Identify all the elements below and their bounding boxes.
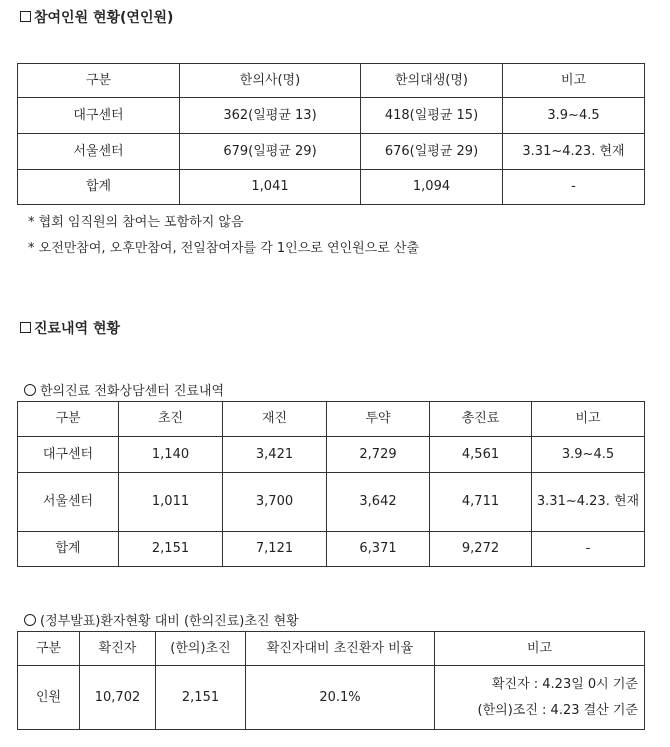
table-cell: 대구센터 <box>18 437 119 473</box>
circle-bullet-icon <box>24 384 36 396</box>
table-header-row <box>18 64 645 98</box>
remark-line: 확진자 : 4.23일 0시 기준 <box>491 676 638 692</box>
table-cell: 4,561 <box>430 437 532 473</box>
participants-table <box>17 63 645 205</box>
table-cell: 3,642 <box>327 473 430 532</box>
table-cell: 4,711 <box>430 473 532 532</box>
table-cell: 합계 <box>18 170 180 205</box>
header-cell: 한의사(명) <box>180 64 361 98</box>
table-row <box>18 437 645 473</box>
header-cell: 총진료 <box>430 402 532 437</box>
table-row <box>18 134 645 170</box>
section1-heading: 참여인원 현황(연인원) <box>20 7 173 27</box>
header-cell: 구분 <box>18 402 119 437</box>
table-cell: 676(일평균 29) <box>361 134 503 170</box>
table-cell: 대구센터 <box>18 98 180 134</box>
table-cell: - <box>503 170 645 205</box>
table-cell: 1,094 <box>361 170 503 205</box>
section3-subheading: (정부발표)환자현황 대비 (한의진료)초진 현황 <box>24 610 299 629</box>
header-cell: 투약 <box>327 402 430 437</box>
table-row <box>18 532 645 567</box>
header-cell: 한의대생(명) <box>361 64 503 98</box>
treatment-table <box>17 401 645 567</box>
table-row <box>18 98 645 134</box>
comparison-table <box>17 631 645 730</box>
remark-cell <box>435 666 645 730</box>
header-cell: (한의)초진 <box>156 632 246 666</box>
table-cell: 10,702 <box>80 666 156 730</box>
table-cell: 1,140 <box>119 437 223 473</box>
circle-bullet-icon <box>24 614 36 626</box>
header-cell: 재진 <box>223 402 327 437</box>
table-cell: 1,011 <box>119 473 223 532</box>
table-cell: 인원 <box>18 666 80 730</box>
header-cell: 구분 <box>18 632 80 666</box>
table-row <box>18 170 645 205</box>
header-cell: 확진자 <box>80 632 156 666</box>
header-cell: 비고 <box>503 64 645 98</box>
table-cell: - <box>532 532 645 567</box>
header-cell: 확진자대비 초진환자 비율 <box>246 632 435 666</box>
table-cell: 2,151 <box>119 532 223 567</box>
table-cell: 서울센터 <box>18 134 180 170</box>
footnote: * 협회 임직원의 참여는 포함하지 않음 <box>28 215 244 230</box>
section2-subheading: 한의진료 전화상담센터 진료내역 <box>24 380 224 399</box>
table-header-row <box>18 632 645 666</box>
table-cell: 418(일평균 15) <box>361 98 503 134</box>
header-cell: 초진 <box>119 402 223 437</box>
table-row <box>18 473 645 532</box>
table-cell: 3.9~4.5 <box>503 98 645 134</box>
table-cell: 3.31~4.23. 현재 <box>532 473 645 532</box>
table-cell: 6,371 <box>327 532 430 567</box>
table-cell: 2,151 <box>156 666 246 730</box>
table-cell: 20.1% <box>246 666 435 730</box>
table-cell: 1,041 <box>180 170 361 205</box>
header-cell: 구분 <box>18 64 180 98</box>
square-bullet-icon <box>20 322 31 333</box>
header-cell: 비고 <box>532 402 645 437</box>
table-cell: 679(일평균 29) <box>180 134 361 170</box>
table-cell: 서울센터 <box>18 473 119 532</box>
table-cell: 9,272 <box>430 532 532 567</box>
table-cell: 합계 <box>18 532 119 567</box>
table-cell: 7,121 <box>223 532 327 567</box>
table-cell: 2,729 <box>327 437 430 473</box>
table-cell: 3.31~4.23. 현재 <box>503 134 645 170</box>
footnote: * 오전만참여, 오후만참여, 전일참여자를 각 1인으로 연인원으로 산출 <box>28 241 420 256</box>
square-bullet-icon <box>20 11 31 22</box>
section2-heading: 진료내역 현황 <box>20 318 120 338</box>
table-cell: 362(일평균 13) <box>180 98 361 134</box>
table-cell: 3,421 <box>223 437 327 473</box>
remark-line: (한의)조진 : 4.23 결산 기준 <box>477 702 638 718</box>
table-row <box>18 666 645 730</box>
table-header-row <box>18 402 645 437</box>
table-cell: 3.9~4.5 <box>532 437 645 473</box>
header-cell: 비고 <box>435 632 645 666</box>
table-cell: 3,700 <box>223 473 327 532</box>
